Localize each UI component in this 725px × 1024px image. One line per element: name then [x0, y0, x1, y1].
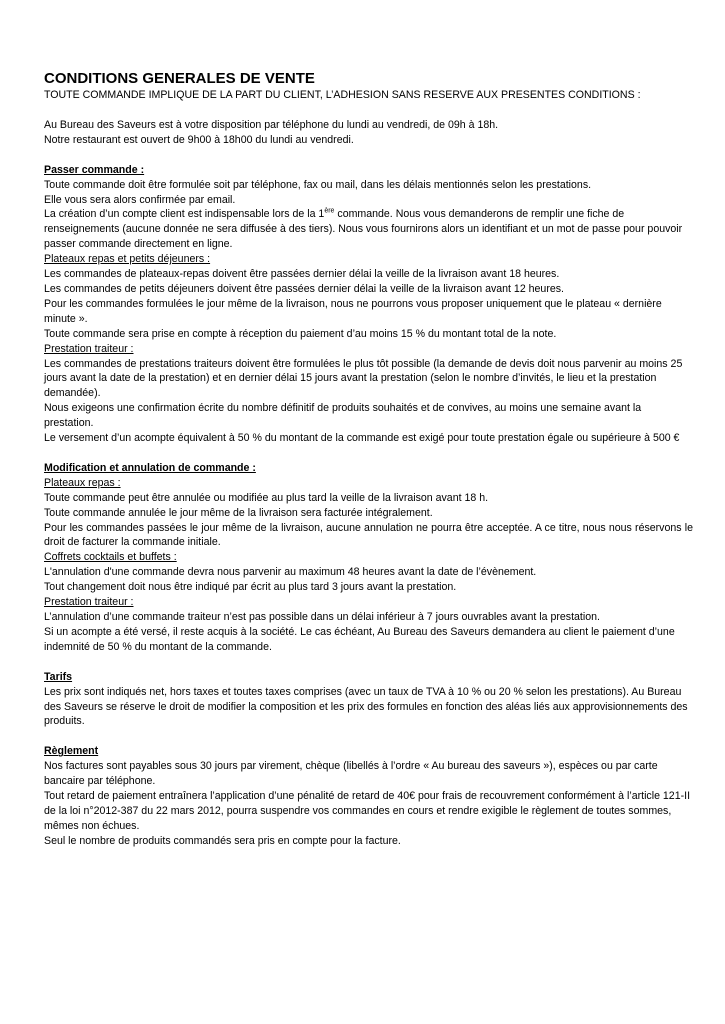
- sub-heading-prestation-traiteur: Prestation traiteur :: [44, 342, 134, 355]
- paragraph: Nous exigeons une confirmation écrite du nombre définitif de produits souhaités et de convives, au moins une semaine avant la prestation.: [44, 402, 642, 430]
- section-heading-reglement: Règlement: [44, 745, 99, 758]
- paragraph: Seul le nombre de produits commandés sera pris en compte pour la facture.: [44, 834, 401, 847]
- sub-heading-coffrets: Coffrets cocktails et buffets :: [44, 551, 177, 564]
- intro-line: Au Bureau des Saveurs est à votre disposition par téléphone du lundi au vendredi, de 09h à 18h.: [44, 118, 499, 131]
- paragraph: Les commandes de petits déjeuners doivent être passées dernier délai la veille de la livraison avant 12 heures.: [44, 282, 564, 295]
- paragraph: Tout retard de paiement entraînera l’application d’une pénalité de retard de 40€ pour frais de recouvrement conformément à l’article 121-II de la loi n°2012-387 du 22 mars 2012, pourra suspendre vos commandes en cours et rendre exigible le règlement de toutes sommes, mêmes non échues.: [44, 790, 691, 832]
- paragraph: Toute commande peut être annulée ou modifiée au plus tard la veille de la livraison avant 18 h.: [44, 491, 489, 504]
- paragraph: Pour les commandes passées le jour même de la livraison, aucune annulation ne pourra être acceptée. A ce titre, nous nous réservons le droit de facturer la commande initiale.: [44, 521, 693, 549]
- document-subtitle: TOUTE COMMANDE IMPLIQUE DE LA PART DU CLIENT, L’ADHESION SANS RESERVE AUX PRESENTES CONDITIONS :: [44, 89, 641, 101]
- paragraph: Les commandes de prestations traiteurs doivent être formulées le plus tôt possible (la demande de devis doit nous parvenir au moins 25 jours avant la date de la prestation) et en dernier délai 15 jours avant la prestation (selon le nombre d’invités, le lieu et la prestation demandée).: [44, 357, 683, 400]
- account-text-end: commande. Nous vous demanderons de remplir une fiche de renseignements (aucune donnée ne sera diffusée à des tiers). Nous vous fournirons alors un identifiant et un mot de passe pour pouvoir passer commande directement en ligne.: [44, 208, 683, 251]
- ordinal-superscript: ère: [324, 207, 335, 215]
- intro-line: Notre restaurant est ouvert de 9h00 à 18h00 du lundi au vendredi.: [44, 133, 354, 146]
- section-heading-passer-commande: Passer commande :: [44, 163, 145, 176]
- paragraph: Les commandes de plateaux-repas doivent être passées dernier délai la veille de la livraison avant 18 heures.: [44, 268, 560, 281]
- paragraph: Toute commande annulée le jour même de la livraison sera facturée intégralement.: [44, 506, 433, 519]
- account-paragraph: [44, 207, 693, 252]
- section-heading-tarifs: Tarifs: [44, 670, 73, 683]
- sub-heading-plateaux-petits-dejeuners: Plateaux repas et petits déjeuners :: [44, 253, 211, 266]
- document-title: CONDITIONS GENERALES DE VENTE: [44, 70, 315, 87]
- paragraph: Toute commande sera prise en compte à réception du paiement d’au moins 15 % du montant total de la note.: [44, 327, 557, 340]
- paragraph: Toute commande doit être formulée soit par téléphone, fax ou mail, dans les délais mentionnés selon les prestations.: [44, 178, 592, 191]
- paragraph: Le versement d’un acompte équivalent à 50 % du montant de la commande est exigé pour toute prestation égale ou supérieure à 500 €: [44, 432, 680, 445]
- sub-heading-plateaux-repas: Plateaux repas :: [44, 476, 121, 489]
- paragraph: Nos factures sont payables sous 30 jours par virement, chèque (libellés à l’ordre « Au bureau des saveurs »), espèces ou par carte bancaire par téléphone.: [44, 760, 658, 788]
- paragraph: Elle vous sera alors confirmée par email.: [44, 193, 236, 206]
- paragraph: Tout changement doit nous être indiqué par écrit au plus tard 3 jours avant la prestation.: [44, 581, 457, 594]
- paragraph: L'annulation d'une commande devra nous parvenir au maximum 48 heures avant la date de l’évènement.: [44, 566, 537, 579]
- sub-heading-traiteur-annulation: Prestation traiteur :: [44, 596, 134, 609]
- paragraph: Les prix sont indiqués net, hors taxes et toutes taxes comprises (avec un taux de TVA à 10 % ou 20 % selon les prestations). Au Bureau des Saveurs se réserve le droit de modifier la composition et les prix des formules en fonction des aléas liés aux approvisionnements des produits.: [44, 685, 688, 728]
- paragraph: L’annulation d’une commande traiteur n’est pas possible dans un délai inférieur à 7 jours ouvrables avant la prestation.: [44, 611, 600, 623]
- section-heading-modification: Modification et annulation de commande :: [44, 461, 256, 474]
- account-text-start: La création d’un compte client est indispensable lors de la 1: [44, 208, 325, 221]
- paragraph: Si un acompte a été versé, il reste acquis à la société. Le cas échéant, Au Bureau des Saveurs demandera au client le paiement d’une indemnité de 50 % du montant de la commande.: [44, 625, 675, 653]
- paragraph: Pour les commandes formulées le jour même de la livraison, nous ne pourrons vous proposer uniquement que le plateau « dernière minute ».: [44, 297, 662, 325]
